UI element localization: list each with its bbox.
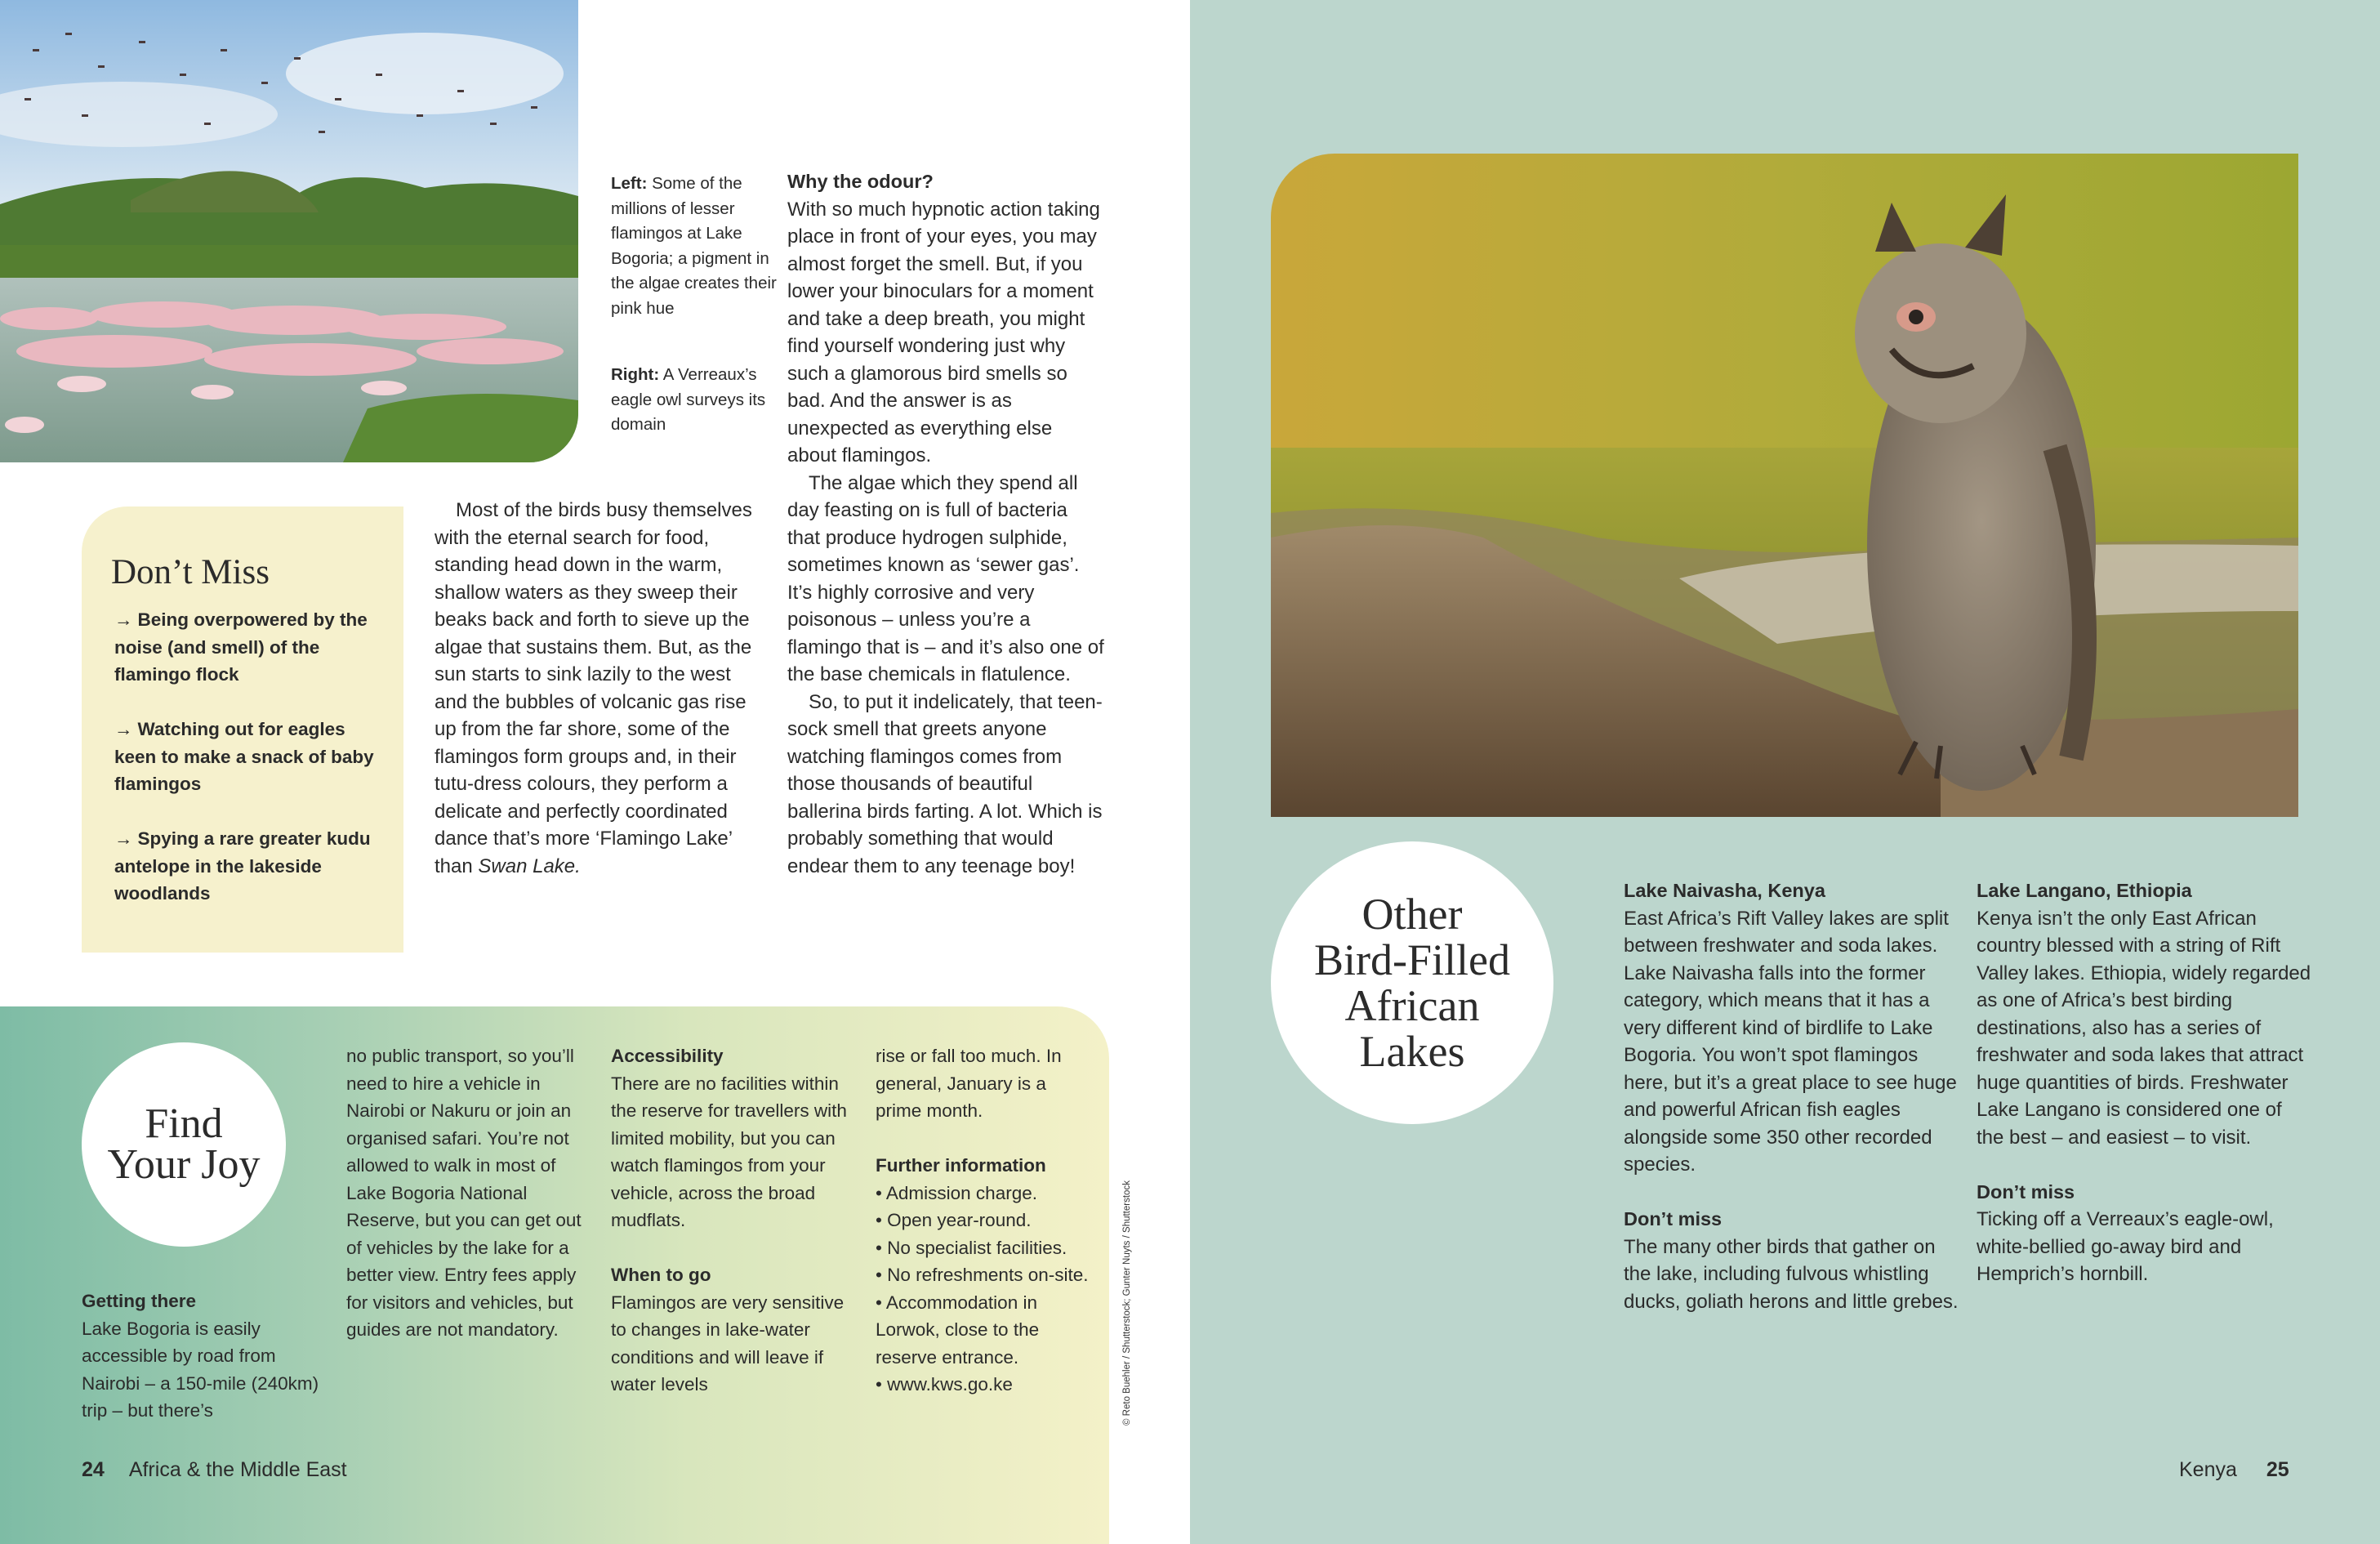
folio-left [82, 1458, 347, 1482]
info-item: • No refreshments on-site. [876, 1265, 1089, 1285]
dont-miss-item: → Being overpowered by the noise (and smell) of the flamingo flock [114, 609, 368, 685]
dont-miss-title: Don’t Miss [111, 553, 270, 591]
info-item: • Open year-round. [876, 1210, 1032, 1230]
other-lakes-title: Other Bird-Filled African Lakes [1271, 841, 1553, 1124]
info-item: • Accommodation in Lorwok, close to the reserve entrance. [876, 1292, 1040, 1368]
page-number: 25 [2266, 1458, 2289, 1481]
arrow-icon: → [114, 719, 133, 739]
find-your-joy-title: Find Your Joy [82, 1042, 286, 1247]
photo-caption-right: Right: A Verreaux’s eagle owl surveys its domain [611, 365, 766, 434]
accessibility-section: Accessibility There are no facilities within the reserve for travellers with limited mobility, but you can watch flamingos from your vehicle, across the broad mudflats. When to go Flamingos are very sensitive to changes in lake-water conditions and will leave if water levels [611, 1046, 847, 1395]
photo-credit: © Reto Buehler / Shutterstock; Gunter Nuyts / Shutterstock [1122, 1180, 1132, 1426]
folio-right [2179, 1458, 2289, 1482]
section-name: Africa & the Middle East [128, 1458, 347, 1481]
dont-miss-item: → Watching out for eagles keen to make a snack of baby flamingos [114, 719, 374, 794]
article-column-1: Most of the birds busy themselves with the eternal search for food, standing head down in the warm, shallow waters as they sweep their beaks back and forth to sieve up the algae that sustains them. But, as the sun starts to sink lazily to the west and the bubbles of volcanic gas rise up from the far shore, some of the flamingos form groups and, in their tutu-dress colours, they perform a delicate and perfectly coordinated dance that’s more ‘Flamingo Lake’ than Swan Lake. [435, 499, 752, 877]
photo-caption-left: Left: Some of the millions of lesser flamingos at Lake Bogoria; a pigment in the algae creates their pink hue [611, 174, 777, 318]
getting-there-continued: no public transport, so you’ll need to hire a vehicle in Nairobi or Nakuru or join an organised safari. You’re not allowed to walk in most of Lake Bogoria National Reserve, but you can get out of vehicles by the lake for a better view. Entry fees apply for visitors and vehicles, but guides are not mandatory. [346, 1046, 582, 1340]
section-heading: Why the odour? [787, 171, 934, 192]
info-link[interactable]: • www.kws.go.ke [876, 1374, 1013, 1395]
arrow-icon: → [114, 828, 133, 849]
lake-name: Lake Langano, Ethiopia [1977, 880, 2192, 901]
page-number: 24 [82, 1458, 105, 1481]
lake-naivasha-section: Lake Naivasha, Kenya East Africa’s Rift Valley lakes are split between freshwater and soda lakes. Lake Naivasha falls into the former category, which means that it has a very different kind of birdlife to Lake Bogoria. You won’t spot flamingos here, but it’s a great place to see huge and powerful African fish eagles alongside some 350 other recorded species. Don’t miss The many other birds that gather on the lake, including fulvous whistling ducks, goliath herons and little grebes. [1624, 877, 1959, 1315]
section-name: Kenya [2179, 1458, 2237, 1481]
lake-langano-section: Lake Langano, Ethiopia Kenya isn’t the only East African country blessed with a string of Rift Valley lakes. Ethiopia, widely regarded as one of Africa’s best birding destinations, also has a series of freshwater and soda lakes that attract huge quantities of birds. Freshwater Lake Langano is considered one of the best – and easiest – to visit. Don’t miss Ticking off a Verreaux’s eagle-owl, white-bellied go-away bird and Hemprich’s hornbill. [1977, 877, 2311, 1288]
arrow-icon: → [114, 609, 133, 630]
info-item: • Admission charge. [876, 1182, 1037, 1203]
flamingo-lake-photo [0, 0, 578, 462]
article-column-2: Why the odour? With so much hypnotic action taking place in front of your eyes, you may almost forget the smell. But, if you lower your binoculars for a moment and take a deep breath, you might find yourself wondering just why such a glamorous bird smells so bad. And the answer is as unexpected as everything else about flamingos. The algae which they spend all day feasting on is full of bacteria that produce hydrogen sulphide, sometimes known as ‘sewer gas’. It’s highly corrosive and very poisonous – unless you’re a flamingo that is – and it’s also one of the base chemicals in flatulence. So, to put it indelicately, that teen-sock smell that greets anyone watching flamingos comes from those thousands of beautiful ballerina birds farting. A lot. Which is probably something that would endear them to any teenage boy! [787, 168, 1104, 880]
lake-name: Lake Naivasha, Kenya [1624, 880, 1825, 901]
getting-there-section: Getting there Lake Bogoria is easily accessible by road from Nairobi – a 150-mile (240km) trip – but there’s [82, 1291, 319, 1421]
info-item: • No specialist facilities. [876, 1237, 1067, 1258]
eagle-owl-photo [1271, 154, 2298, 817]
dont-miss-item: → Spying a rare greater kudu antelope in the lakeside woodlands [114, 828, 371, 904]
further-info-section: rise or fall too much. In general, January is a prime month. Further information • Admission charge. • Open year-round. • No specialist facilities. • No refreshments on-site. • Accommodation in Lorwok, close to the reserve entrance. • www.kws.go.ke [876, 1042, 1096, 1399]
